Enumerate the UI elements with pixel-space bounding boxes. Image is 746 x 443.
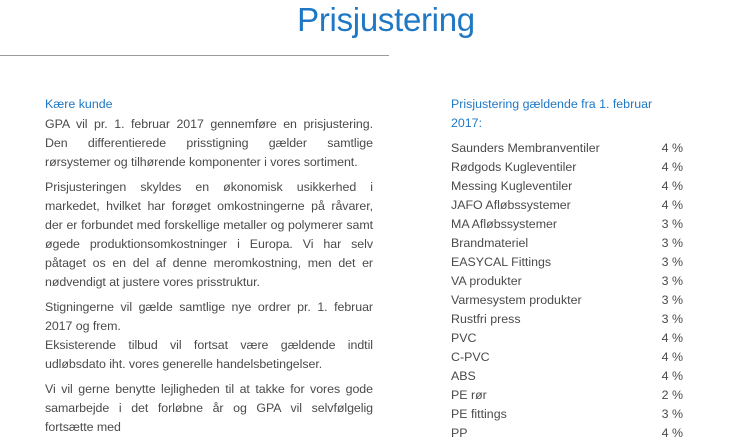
price-row <box>451 234 683 253</box>
price-item-name: PE rør <box>451 388 487 402</box>
price-item-percent: 3 % <box>661 293 683 307</box>
price-item-name: Saunders Membranventiler <box>451 141 600 155</box>
price-item-percent: 4 % <box>661 426 683 440</box>
price-list-heading: Prisjustering gældende fra 1. februar 2017: <box>451 97 653 130</box>
price-row <box>451 405 683 424</box>
price-item-name: Brandmateriel <box>451 236 529 250</box>
price-adjustment-list <box>451 95 683 443</box>
price-item-name: VA produkter <box>451 274 522 288</box>
price-row <box>451 139 683 158</box>
price-row <box>451 177 683 196</box>
price-item-name: MA Afløbssystemer <box>451 217 558 231</box>
price-item-name: PVC <box>451 331 477 345</box>
price-item-percent: 4 % <box>661 141 683 155</box>
price-item-percent: 4 % <box>661 179 683 193</box>
letter-paragraph-5: Vi vil gerne benytte lejligheden til at takke for vores gode samarbejde i det forløbne år og GPA vil selvfølgelig fortsætte med <box>45 382 373 434</box>
price-item-percent: 4 % <box>661 160 683 174</box>
price-row <box>451 196 683 215</box>
price-item-percent: 3 % <box>661 217 683 231</box>
price-row <box>451 215 683 234</box>
price-item-percent: 4 % <box>661 350 683 364</box>
letter-paragraph-1: GPA vil pr. 1. februar 2017 gennemføre en prisjustering. Den differentierede prisstigning gælder samtlige rørsystemer og tilhørende komponenter i vores sortiment. <box>45 117 373 169</box>
price-item-name: PE fittings <box>451 407 507 421</box>
price-item-percent: 4 % <box>661 369 683 383</box>
price-row <box>451 386 683 405</box>
price-item-name: Rustfri press <box>451 312 521 326</box>
price-item-name: PP <box>451 426 468 440</box>
price-row <box>451 348 683 367</box>
price-item-percent: 3 % <box>661 312 683 326</box>
price-item-name: ABS <box>451 369 476 383</box>
price-item-name: Varmesystem produkter <box>451 293 582 307</box>
price-item-name: EASYCAL Fittings <box>451 255 552 269</box>
price-item-name: JAFO Afløbssystemer <box>451 198 571 212</box>
price-row <box>451 329 683 348</box>
price-item-percent: 4 % <box>661 331 683 345</box>
page-title: Prisjustering <box>297 1 475 38</box>
price-row <box>451 272 683 291</box>
price-row <box>451 253 683 272</box>
price-item-name: Rødgods Kugleventiler <box>451 160 577 174</box>
letter-paragraph-4: Eksisterende tilbud vil fortsat være gældende indtil udløbsdato iht. vores generelle handelsbetingelser. <box>45 338 373 371</box>
price-item-percent: 4 % <box>661 198 683 212</box>
price-rows <box>451 139 683 443</box>
price-item-percent: 2 % <box>661 388 683 402</box>
price-row <box>451 291 683 310</box>
price-row <box>451 367 683 386</box>
letter-paragraph-3: Stigningerne vil gælde samtlige nye ordrer pr. 1. februar 2017 og frem. <box>45 300 373 333</box>
price-row <box>451 310 683 329</box>
price-item-name: C-PVC <box>451 350 490 364</box>
letter-greeting: Kære kunde <box>45 97 113 111</box>
letter-paragraph-2: Prisjusteringen skyldes en økonomisk usikkerhed i markedet, hvilket har forøget omkostningerne på råvarer, der er forbundet med forskellige metaller og polymerer samt øgede produktionsomkostninger i Europa. Vi har selv påtaget os en del af denne meromkostning, men det er nødvendigt at justere vores prisstruktur. <box>45 180 373 289</box>
price-item-name: Messing Kugleventiler <box>451 179 573 193</box>
price-item-percent: 3 % <box>661 274 683 288</box>
price-row <box>451 424 683 443</box>
title-divider <box>0 55 389 56</box>
price-item-percent: 3 % <box>661 236 683 250</box>
price-item-percent: 3 % <box>661 255 683 269</box>
price-item-percent: 3 % <box>661 407 683 421</box>
letter-body <box>45 95 373 443</box>
price-row <box>451 158 683 177</box>
